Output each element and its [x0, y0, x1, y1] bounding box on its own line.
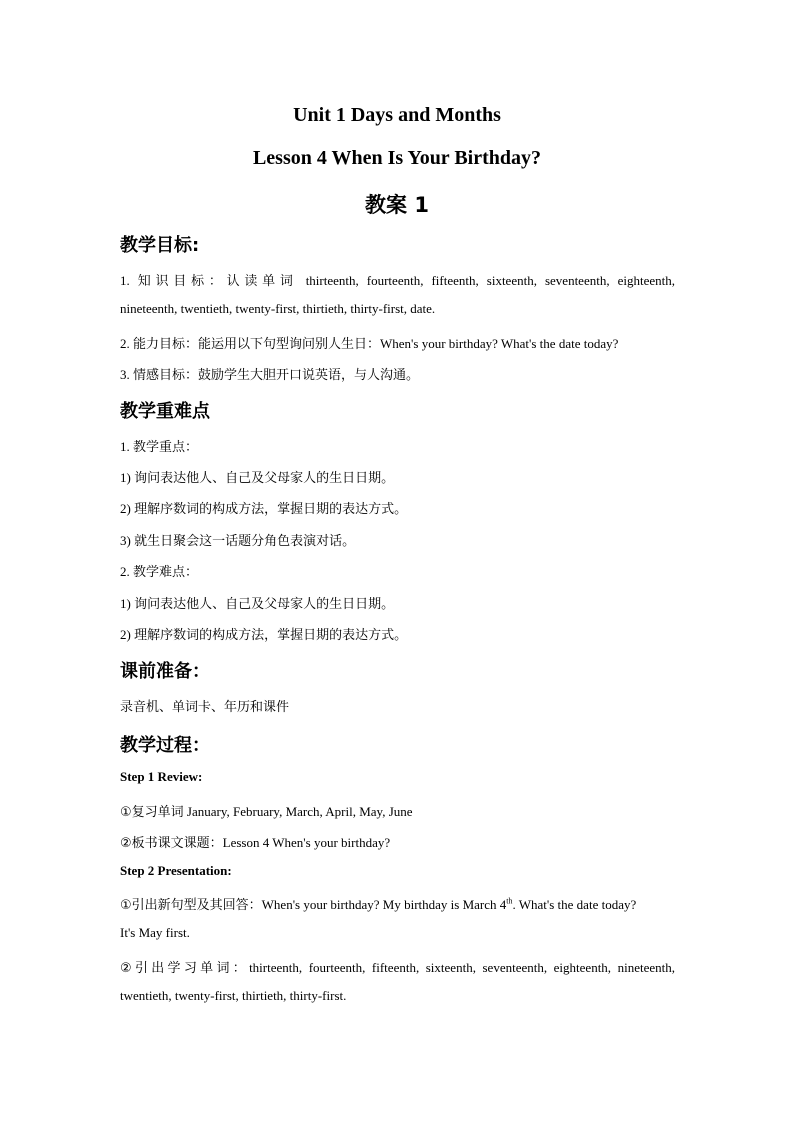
- lesson-title: Lesson 4 When Is Your Birthday?: [252, 147, 542, 169]
- step2-line: twentieth, twenty-first, thirtieth, thirty-first.: [120, 988, 347, 1003]
- step1-item: ②板书课文课题：Lesson 4 When's your birthday?: [120, 835, 391, 850]
- ordinal-suffix: th: [506, 896, 513, 906]
- plan-title: 教案 1: [365, 193, 429, 217]
- step2-title: Step 2 Presentation:: [120, 863, 232, 878]
- keypoint-line: 1) 询问表达他人、自己及父母家人的生日日期。: [120, 596, 395, 611]
- step2-line: [120, 894, 636, 913]
- step2-line1-a: ①引出新句型及其回答：When's your birthday? My birthday is March 4: [120, 897, 507, 912]
- step2-line: It's May first.: [120, 925, 190, 940]
- step2-line1-b: . What's the date today?: [512, 897, 637, 912]
- step1-title: Step 1 Review:: [120, 769, 203, 784]
- objectives-heading: 教学目标:: [120, 235, 200, 256]
- keypoint-line: 2. 教学难点：: [120, 564, 199, 579]
- process-heading: 教学过程：: [120, 735, 210, 756]
- keypoint-line: 2) 理解序数词的构成方法，掌握日期的表达方式。: [120, 627, 408, 642]
- step2-line: ②引出学习单词：thirteenth, fourteenth, fifteenth, sixteenth, seventeenth, eighteenth, nineteenth,: [120, 960, 675, 975]
- keypoints-heading: 教学重难点: [120, 401, 210, 422]
- preparation-heading: 课前准备：: [120, 661, 210, 682]
- unit-title: Unit 1 Days and Months: [293, 104, 501, 126]
- keypoint-line: 3) 就生日聚会这一话题分角色表演对话。: [120, 533, 356, 548]
- keypoint-line: 1. 教学重点：: [120, 439, 199, 454]
- step1-item: ①复习单词 January, February, March, April, May, June: [120, 804, 413, 819]
- objective-line: 2. 能力目标：能运用以下句型询问别人生日：When's your birthday? What's the date today?: [120, 336, 619, 351]
- objective-line: 3. 情感目标：鼓励学生大胆开口说英语，与人沟通。: [120, 367, 420, 382]
- keypoint-line: 2) 理解序数词的构成方法，掌握日期的表达方式。: [120, 501, 408, 516]
- preparation-text: 录音机、单词卡、年历和课件: [120, 699, 290, 714]
- objective-line: nineteenth, twentieth, twenty-first, thirtieth, thirty-first, date.: [120, 301, 436, 316]
- keypoint-line: 1) 询问表达他人、自己及父母家人的生日日期。: [120, 470, 395, 485]
- objective-line: 1. 知识目标：认读单词 thirteenth, fourteenth, fifteenth, sixteenth, seventeenth, eighteenth,: [120, 273, 675, 288]
